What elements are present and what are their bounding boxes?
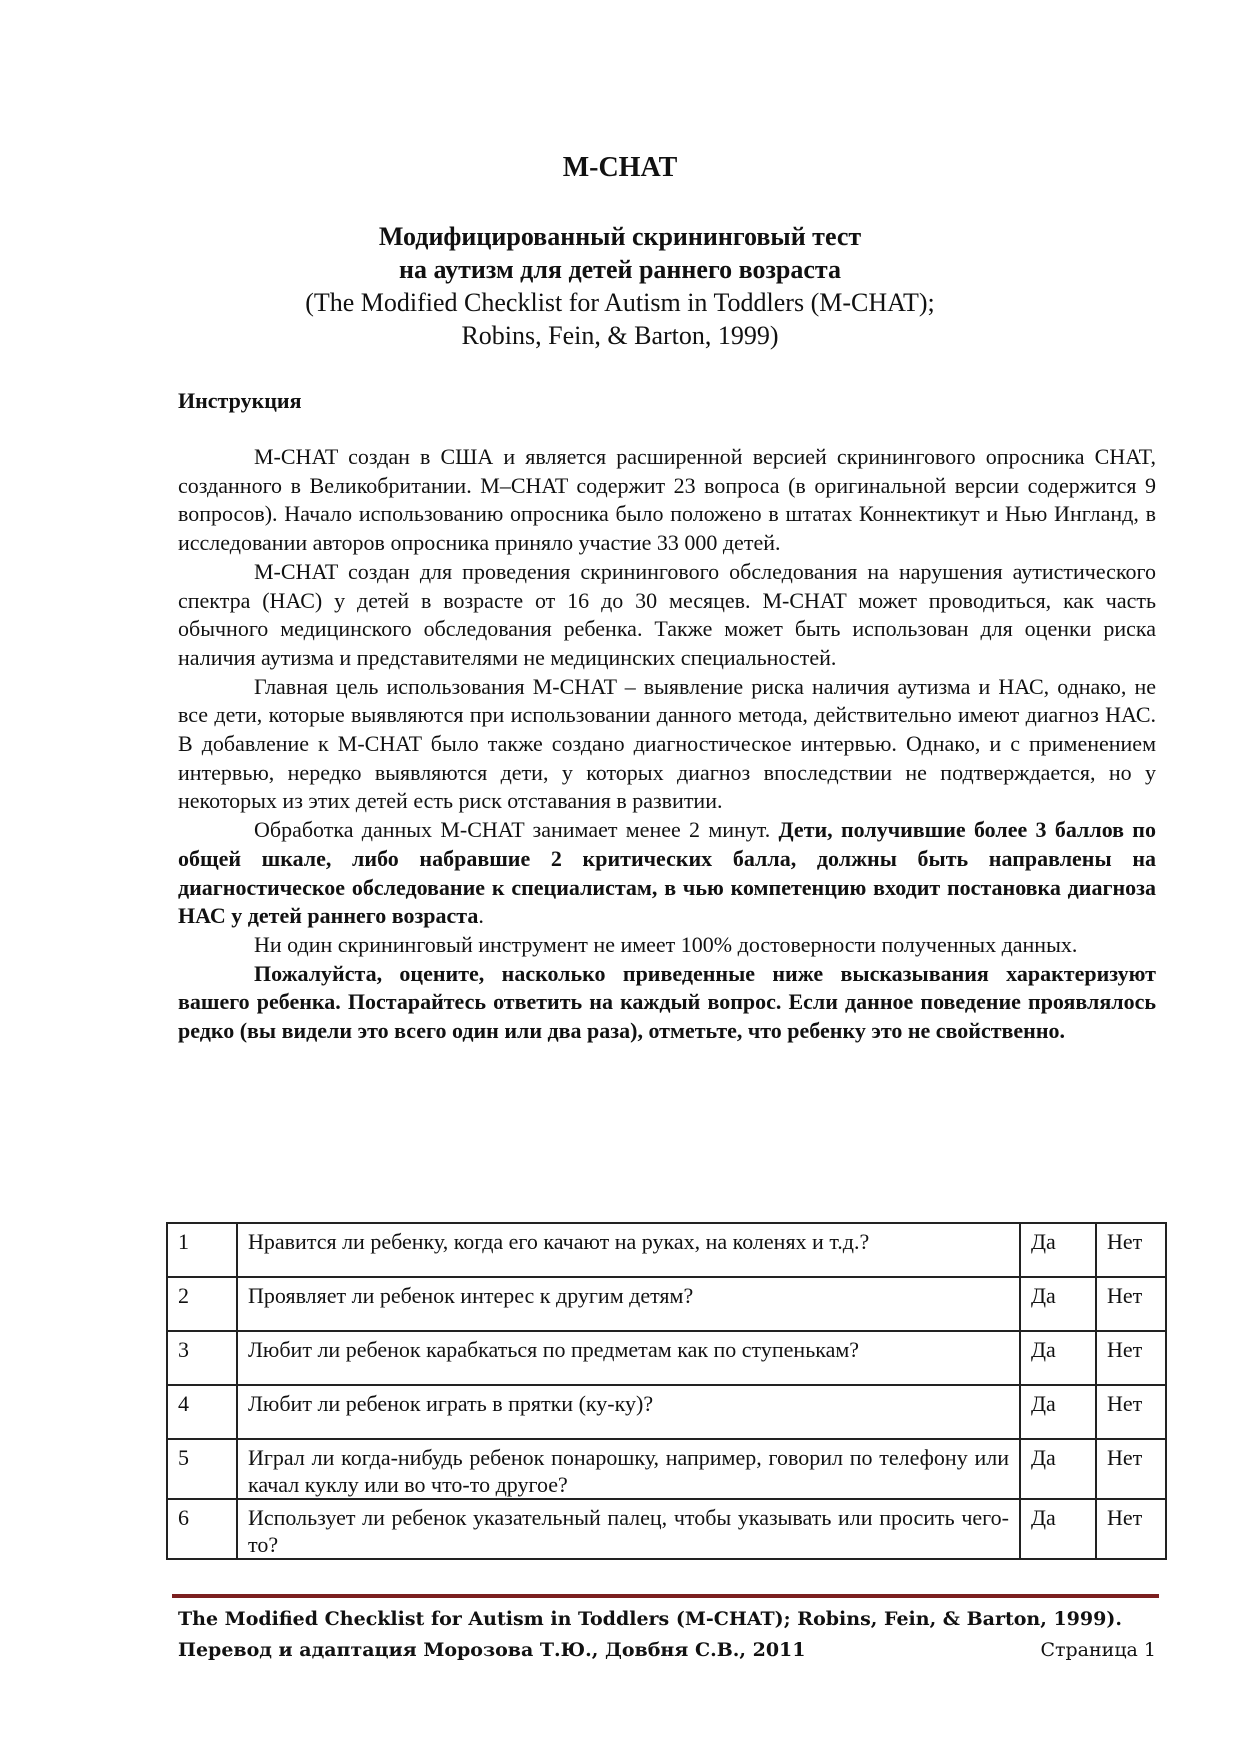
paragraph-4-normal: Обработка данных M-CHAT занимает менее 2 минут. [254, 817, 779, 843]
answer-yes[interactable]: Да [1020, 1331, 1096, 1385]
paragraph-6: Пожалуйста, оцените, насколько приведенные ниже высказывания характеризуют вашего ребенка. Постарайтесь ответить на каждый вопрос. Если данное поведение проявлялось редко (вы видели это всего один или два раза), отметьте, что ребенку это не свойственно. [178, 960, 1156, 1044]
answer-yes[interactable]: Да [1020, 1499, 1096, 1559]
subtitle-line-4: Robins, Fein, & Barton, 1999) [461, 321, 779, 350]
table-row [167, 1331, 1166, 1385]
question-number: 2 [167, 1277, 237, 1331]
answer-no[interactable]: Нет [1096, 1277, 1166, 1331]
document-subtitle [0, 220, 1240, 352]
paragraph-4-end: . [478, 903, 484, 929]
question-text: Любит ли ребенок играть в прятки (ку-ку)? [237, 1385, 1020, 1439]
paragraph-4-bold: Дети, получившие более 3 баллов по общей шкале, либо набравшие 2 критических балла, должны быть направлены на диагностическое обследование к специалистам, в чью компетенцию входит постановка диагноза НАС у детей раннего возраста [178, 817, 1156, 929]
table-row [167, 1223, 1166, 1277]
question-number: 3 [167, 1331, 237, 1385]
paragraph-2: M-CHAT создан для проведения скринингового обследования на нарушения аутистического спектра (НАС) у детей в возрасте от 16 до 30 месяцев. M-CHAT может проводиться, как часть обычного медицинского обследования ребенка. Также может быть использован для оценки риска наличия аутизма и представителями не медицинских специальностей. [178, 558, 1156, 670]
answer-yes[interactable]: Да [1020, 1385, 1096, 1439]
document-title: M-CHAT [562, 152, 678, 183]
table-row [167, 1499, 1166, 1559]
answer-yes[interactable]: Да [1020, 1439, 1096, 1499]
answer-no[interactable]: Нет [1096, 1385, 1166, 1439]
subtitle-line-1: Модифицированный скрининговый тест [378, 222, 862, 251]
question-number: 6 [167, 1499, 237, 1559]
footer-citation: The Modified Checklist for Autism in Toddlers (M-CHAT); Robins, Fein, & Barton, 1999). [178, 1608, 1122, 1630]
footer-divider [172, 1594, 1159, 1598]
page-footer [178, 1604, 1156, 1666]
question-text: Использует ли ребенок указательный палец, чтобы указывать или просить чего-то? [237, 1499, 1020, 1559]
table-row [167, 1277, 1166, 1331]
table-row [167, 1385, 1166, 1439]
question-number: 4 [167, 1385, 237, 1439]
question-text: Проявляет ли ребенок интерес к другим детям? [237, 1277, 1020, 1331]
instruction-heading: Инструкция [178, 388, 302, 413]
paragraph-5: Ни один скрининговый инструмент не имеет 100% достоверности полученных данных. [254, 931, 1078, 957]
question-number: 5 [167, 1439, 237, 1499]
questions-table [166, 1222, 1167, 1560]
footer-row [178, 1635, 1156, 1666]
paragraph-3: Главная цель использования M-CHAT – выявление риска наличия аутизма и НАС, однако, не все дети, которые выявляются при использовании данного метода, действительно имеют диагноз НАС. В добавление к M-CHAT было также создано диагностическое интервью. Однако, и с применением интервью, нередко выявляются дети, у которых диагноз впоследствии не подтверждается, но у некоторых из этих детей есть риск отставания в развитии. [178, 673, 1156, 814]
answer-no[interactable]: Нет [1096, 1439, 1166, 1499]
answer-no[interactable]: Нет [1096, 1499, 1166, 1559]
question-text: Любит ли ребенок карабкаться по предметам как по ступенькам? [237, 1331, 1020, 1385]
page-number: Страница 1 [1040, 1639, 1156, 1661]
table-row [167, 1439, 1166, 1499]
footer-translation: Перевод и адаптация Морозова Т.Ю., Довбня С.В., 2011 [178, 1639, 806, 1661]
instruction-body [178, 443, 1156, 1046]
subtitle-line-2: на аутизм для детей раннего возраста [398, 255, 841, 284]
answer-no[interactable]: Нет [1096, 1223, 1166, 1277]
question-text: Играл ли когда-нибудь ребенок понарошку, например, говорил по телефону или качал куклу или во что-то другое? [237, 1439, 1020, 1499]
question-text: Нравится ли ребенку, когда его качают на руках, на коленях и т.д.? [237, 1223, 1020, 1277]
paragraph-1: M-CHAT создан в США и является расширенной версией скринингового опросника CHAT, созданного в Великобритании. M–CHAT содержит 23 вопроса (в оригинальной версии содержится 9 вопросов). Начало использованию опросника было положено в штатах Коннектикут и Нью Ингланд, в исследовании авторов опросника приняло участие 33 000 детей. [178, 444, 1156, 556]
subtitle-line-3: (The Modified Checklist for Autism in Toddlers (M-CHAT); [305, 288, 935, 317]
paragraph-4 [178, 816, 1156, 931]
answer-no[interactable]: Нет [1096, 1331, 1166, 1385]
answer-yes[interactable]: Да [1020, 1277, 1096, 1331]
question-number: 1 [167, 1223, 237, 1277]
answer-yes[interactable]: Да [1020, 1223, 1096, 1277]
